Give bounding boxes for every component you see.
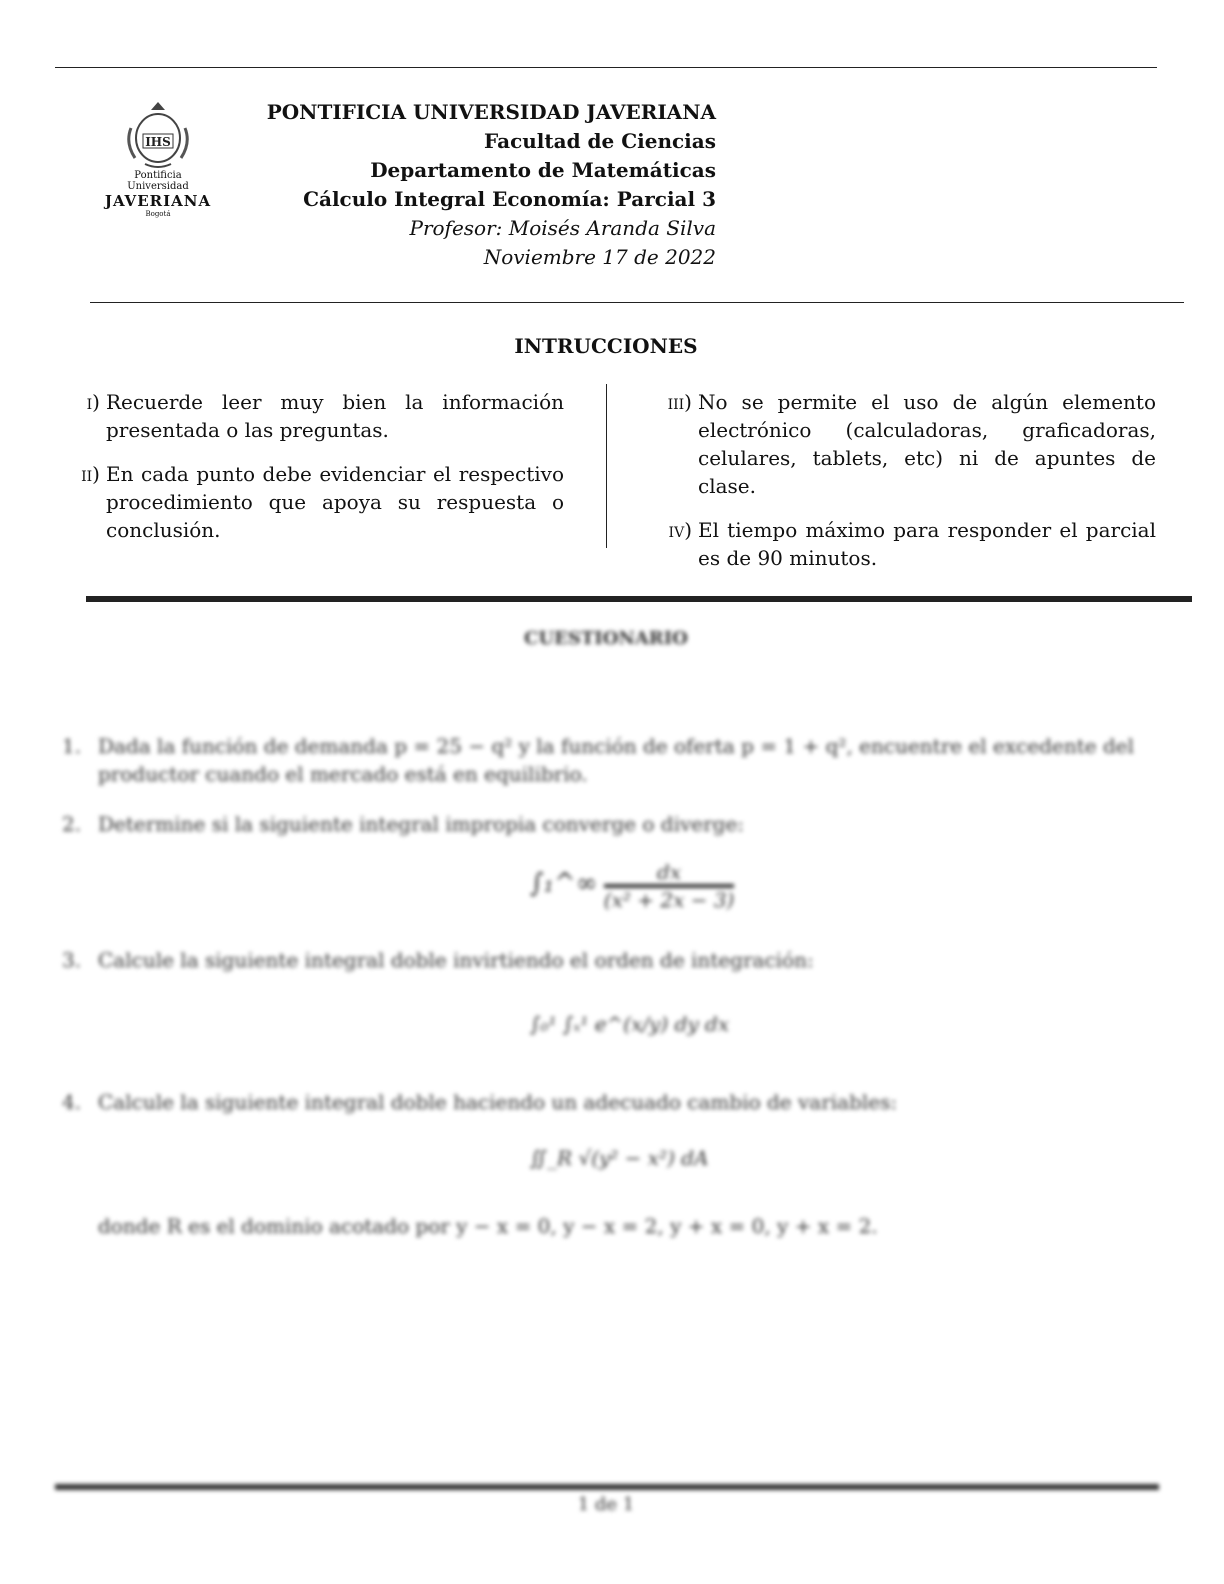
instruction-item (654, 388, 1156, 500)
integral-sign: ∫₁^∞ (530, 868, 598, 899)
question-3 (62, 946, 1158, 974)
logo-line1: Pontificia Universidad (127, 170, 189, 192)
exam-date: Noviembre 17 de 2022 (483, 245, 716, 269)
fraction (604, 860, 735, 912)
question-text: Calcule la siguiente integral doble invirtiendo el orden de integración: (98, 948, 814, 972)
question-text: Dada la función de demanda p = 25 − q² y la función de oferta p = 1 + q², encuentre el excedente del productor cuando el mercado está en equilibrio. (98, 734, 1134, 786)
logo-line2: JAVERIANA (104, 192, 212, 210)
university-name: PONTIFICIA UNIVERSIDAD JAVERIANA (266, 100, 716, 124)
header-rule (90, 302, 1184, 303)
formula-4: ∬_R √(y² − x²) dA (530, 1146, 709, 1170)
instruction-text: Recuerde leer muy bien la información presentada o las preguntas. (106, 390, 564, 442)
question-2 (62, 810, 1158, 838)
page-number: 1 de 1 (577, 1494, 635, 1515)
instruction-num: ii) (81, 462, 100, 486)
instruction-text: El tiempo máximo para responder el parcial es de 90 minutos. (698, 518, 1156, 570)
question-note: donde R es el dominio acotado por y − x = 0, y − x = 2, y + x = 0, y + x = 2. (98, 1214, 878, 1238)
question-4 (62, 1088, 1158, 1116)
questionnaire-title: CUESTIONARIO (524, 628, 688, 649)
question-num: 3. (62, 948, 82, 972)
logo-line3: Bogotá (145, 210, 171, 218)
course-name: Cálculo Integral Economía: Parcial 3 (303, 187, 716, 211)
question-text: Determine si la siguiente integral impropia converge o diverge: (98, 812, 745, 836)
university-logo (104, 98, 212, 218)
crest-icon (123, 98, 193, 170)
instruction-num: iii) (667, 390, 692, 414)
section-rule (86, 596, 1192, 602)
denominator: (x² + 2x − 3) (603, 888, 735, 912)
numerator: dx (604, 860, 735, 888)
question-4-note (62, 1212, 1158, 1240)
question-1 (62, 732, 1158, 788)
instruction-text: En cada punto debe evidenciar el respectivo procedimiento que apoya su respuesta o conclusión. (106, 462, 564, 542)
instruction-num: i) (86, 390, 100, 414)
top-rule (55, 67, 1157, 68)
department-name: Departamento de Matemáticas (370, 158, 716, 182)
instruction-item (62, 388, 564, 444)
instruction-item (654, 516, 1156, 572)
question-text: Calcule la siguiente integral doble haciendo un adecuado cambio de variables: (98, 1090, 898, 1114)
question-num: 1. (62, 734, 82, 758)
formula-3: ∫₀¹ ∫ₓ¹ e^(x/y) dy dx (530, 1012, 730, 1036)
instruction-text: No se permite el uso de algún elemento electrónico (calculadoras, graficadoras, celulares, tablets, etc) ni de apuntes de clase. (698, 390, 1156, 498)
instructions-title: INTRUCCIONES (514, 334, 698, 358)
instructions-right-column (654, 388, 1156, 588)
footer-rule (55, 1484, 1159, 1490)
question-num: 4. (62, 1090, 82, 1114)
exam-header (267, 98, 716, 272)
column-divider (606, 384, 607, 548)
svg-text:IHS: IHS (145, 135, 171, 149)
formula-2 (530, 860, 734, 912)
professor-name: Profesor: Moisés Aranda Silva (409, 216, 716, 240)
instruction-num: iv) (668, 518, 692, 542)
question-num: 2. (62, 812, 82, 836)
instruction-item (62, 460, 564, 544)
faculty-name: Facultad de Ciencias (484, 129, 716, 153)
instructions-left-column (62, 388, 564, 560)
